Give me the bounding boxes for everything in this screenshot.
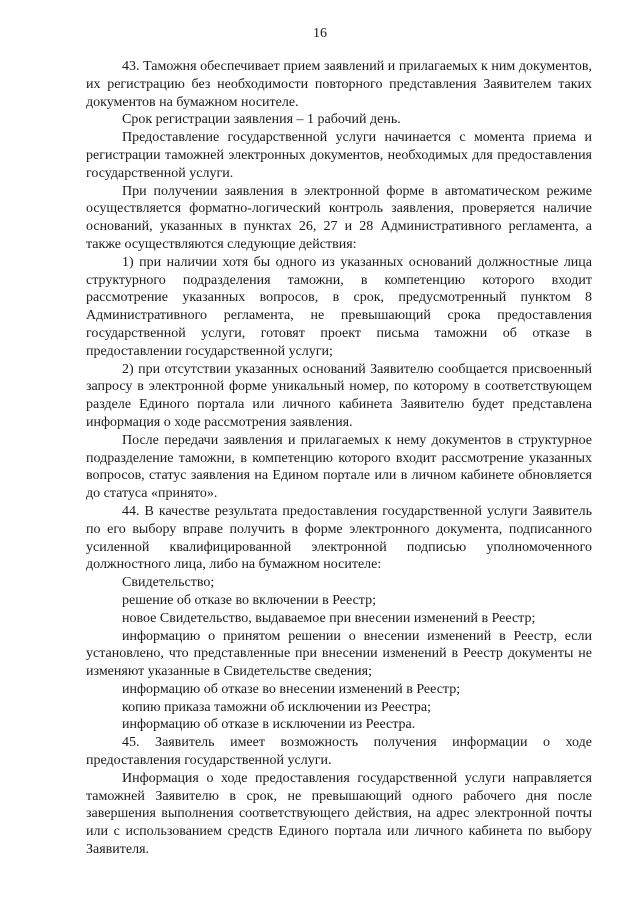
list-item: информацию о принятом решении о внесении изменений в Реестр, если установлено, что представленные при внесении изменений в Реестр документы не изменяют указанные в Свидетельстве сведения; xyxy=(86,628,592,680)
paragraph-item-2: 2) при отсутствии указанных оснований Заявителю сообщается присвоенный запросу в электронной форме уникальный номер, по которому в соответствующем разделе Единого портала или личного кабинета Заявителю будет представлена информация о ходе рассмотрения заявления. xyxy=(86,361,592,430)
paragraph-45: 45. Заявитель имеет возможность получения информации о ходе предоставления государственной услуги. xyxy=(86,735,592,769)
list-item: информацию об отказе во внесении изменений в Реестр; xyxy=(122,681,461,697)
list-item: новое Свидетельство, выдаваемое при внесении изменений в Реестр; xyxy=(122,610,536,626)
paragraph-electronic-control: При получении заявления в электронной форме в автоматическом режиме осуществляется форматно-логический контроль заявления, проверяется наличие оснований, указанных в пунктах 26, 27 и 28 Административного регламента, а также осуществляются следующие действия: xyxy=(86,183,592,252)
list-item: Свидетельство; xyxy=(122,575,215,591)
document-body xyxy=(86,58,592,859)
list-item: решение об отказе во включении в Реестр; xyxy=(122,592,376,608)
paragraph-43: 43. Таможня обеспечивает прием заявлений и прилагаемых к ним документов, их регистрацию без необходимости повторного представления Заявителем таких документов на бумажном носителе. xyxy=(86,59,592,110)
list-item: копию приказа таможни об исключении из Реестра; xyxy=(122,699,432,715)
paragraph-progress-info: Информация о ходе предоставления государственной услуги направляется таможней Заявителю в срок, не превышающий одного рабочего дня после завершения выполнения соответствующего действия, на адрес электронной почты или с использованием средств Единого портала или личного кабинета по выбору Заявителя. xyxy=(86,770,592,858)
paragraph-44: 44. В качестве результата предоставления государственной услуги Заявитель по его выбору вправе получить в форме электронного документа, подписанного усиленной квалифицированной электронной подписью уполномоченного должностного лица, либо на бумажном носителе: xyxy=(86,503,592,573)
list-item: информацию об отказе в исключении из Реестра. xyxy=(122,717,416,733)
paragraph-item-1: 1) при наличии хотя бы одного из указанных оснований должностные лица структурного подразделения таможни, в компетенцию которого входит рассмотрение указанных вопросов, в срок, предусмотренный пунктом 8 Административного регламента, не превышающий срока предоставления государственной услуги, готовят проект письма таможни об отказе в предоставлении государственной услуги; xyxy=(86,254,592,359)
paragraph-status-update: После передачи заявления и прилагаемых к нему документов в структурное подразделение таможни, в компетенцию которого входит рассмотрение указанных вопросов, статус заявления на Едином портале или в личном кабинете обновляется до статуса «принято». xyxy=(86,432,592,502)
paragraph-registration-term: Срок регистрации заявления – 1 рабочий день. xyxy=(122,112,401,128)
paragraph-service-start: Предоставление государственной услуги начинается с момента приема и регистрации таможней электронных документов, необходимых для предоставления государственной услуги. xyxy=(86,130,592,181)
page-number: 16 xyxy=(313,26,327,41)
